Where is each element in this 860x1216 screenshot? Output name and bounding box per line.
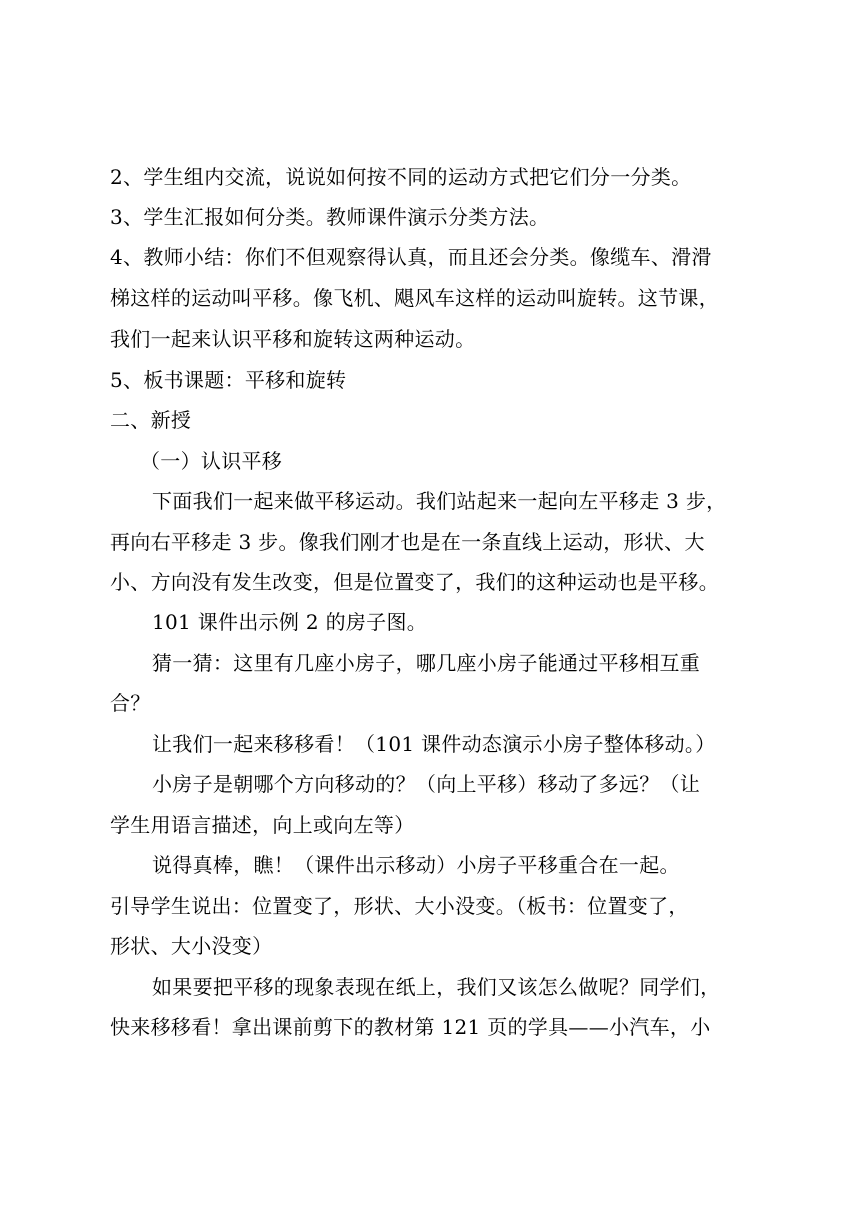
text-line: 快来移移看！拿出课前剪下的教材第 121 页的学具——小汽车，小 (110, 1015, 711, 1039)
text-line: 让我们一起来移移看！（101 课件动态演示小房子整体移动。） (152, 732, 716, 756)
text-line: 小房子是朝哪个方向移动的？（向上平移）移动了多远？（让 (152, 772, 701, 796)
text-line: 101 课件出示例 2 的房子图。 (152, 610, 428, 634)
text-line: 梯这样的运动叫平移。像飞机、飓风车这样的运动叫旋转。这节课， (110, 286, 719, 310)
text-line: 形状、大小没变） (110, 934, 273, 958)
text-line: 小、方向没有发生改变，但是位置变了，我们的这种运动也是平移。 (110, 570, 719, 594)
text-line: 2、学生组内交流，说说如何按不同的运动方式把它们分一分类。 (110, 165, 692, 189)
text-line: 4、教师小结：你们不但观察得认真，而且还会分类。像缆车、滑滑 (110, 245, 712, 269)
text-line: 再向右平移走 3 步。像我们刚才也是在一条直线上运动，形状、大 (110, 530, 705, 554)
text-line: 如果要把平移的现象表现在纸上，我们又该怎么做呢？同学们， (152, 975, 721, 999)
section-heading: 二、新授 (110, 408, 192, 432)
text-line: 3、学生汇报如何分类。教师课件演示分类方法。 (110, 205, 550, 229)
text-line: 学生用语言描述，向上或向左等） (110, 813, 415, 837)
text-line: 下面我们一起来做平移运动。我们站起来一起向左平移走 3 步， (152, 489, 727, 513)
text-line: 猜一猜：这里有几座小房子，哪几座小房子能通过平移相互重 (152, 651, 701, 675)
text-line: 我们一起来认识平移和旋转这两种运动。 (110, 327, 476, 351)
subsection-heading: （一）认识平移 (140, 449, 283, 473)
text-line: 5、板书课题：平移和旋转 (110, 368, 347, 392)
text-line: 引导学生说出：位置变了，形状、大小没变。（板书：位置变了， (110, 894, 689, 918)
text-line: 说得真棒，瞧！（课件出示移动）小房子平移重合在一起。 (152, 853, 680, 877)
text-line: 合？ (110, 691, 151, 715)
